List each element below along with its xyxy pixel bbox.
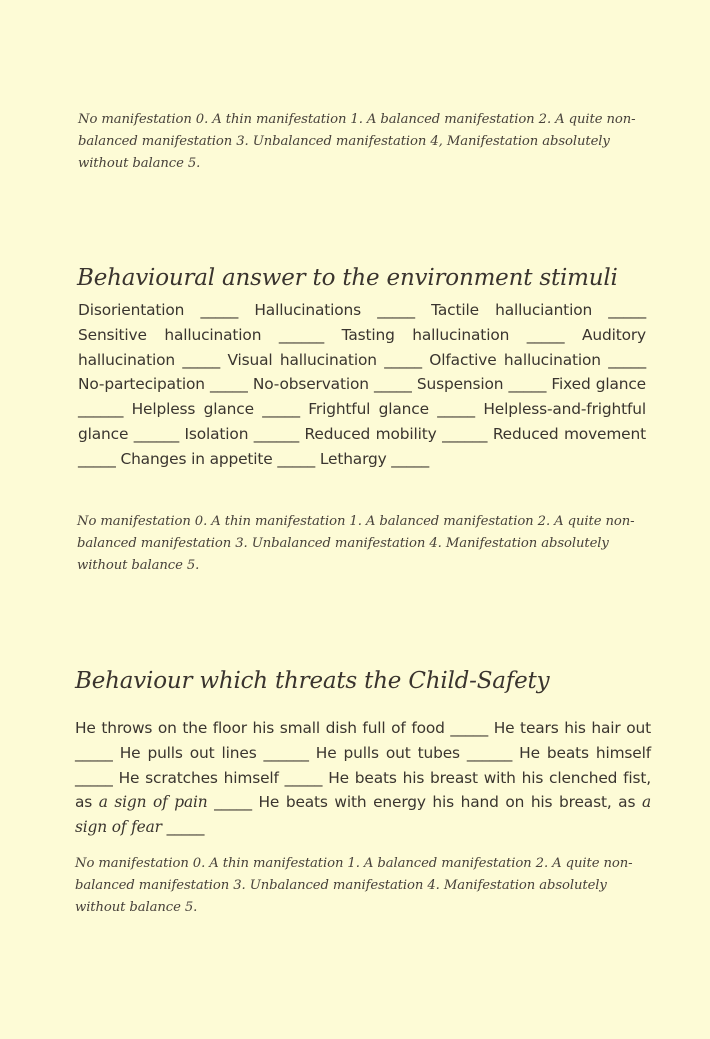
- environment-stimuli-items: Disorientation _____ Hallucinations _____ Tactile halluciantion _____ Sensitive hallucination ______ Tasting hallucination _____ Auditory hallucination _____ Visual hallucination _____ Olfactive hallucination _____ No-partecipation _____ No-observation _____ Suspension _____ Fixed glance ______ Helpless glance _____ Frightful glance _____ Helpless-and-frightful glance ______ Isolation ______ Reduced mobility ______ Reduced movement _____ Changes in appetite _____ Lethargy _____: [78, 301, 646, 468]
- rating-scale-legend-safety: No manifestation 0. A thin manifestation 1. A balanced manifestation 2. A quite non-balanced manifestation 3. Unbalanced manifestation 4. Manifestation absolutely without balance 5.: [75, 856, 633, 915]
- rating-scale-legend-top: No manifestation 0. A thin manifestation 1. A balanced manifestation 2. A quite non-balanced manifestation 3. Unbalanced manifestation 4, Manifestation absolutely without balance 5.: [78, 112, 636, 171]
- child-safety-items-part-1: He throws on the floor his small dish full of food _____ He tears his hair out _____ He pulls out lines ______ He pulls out tubes ______ He beats himself _____ He scratches himself _____ He beats his breast with his clenched fist, as: [75, 719, 651, 812]
- sign-of-pain-phrase: a sign of pain: [98, 793, 208, 812]
- child-safety-items: [75, 716, 651, 840]
- sign-of-fear-phrase: a sign of fear: [75, 793, 651, 837]
- section-title-environment-stimuli: Behavioural answer to the environment stimuli: [77, 265, 618, 291]
- rating-scale-legend-environment: No manifestation 0. A thin manifestation 1. A balanced manifestation 2. A quite non-balanced manifestation 3. Unbalanced manifestation 4. Manifestation absolutely without balance 5.: [77, 514, 635, 573]
- child-safety-items-part-2: _____ He beats with energy his hand on his breast, as: [207, 793, 642, 812]
- section-title-child-safety: Behaviour which threats the Child-Safety: [75, 668, 550, 694]
- child-safety-items-part-3: _____: [161, 818, 205, 837]
